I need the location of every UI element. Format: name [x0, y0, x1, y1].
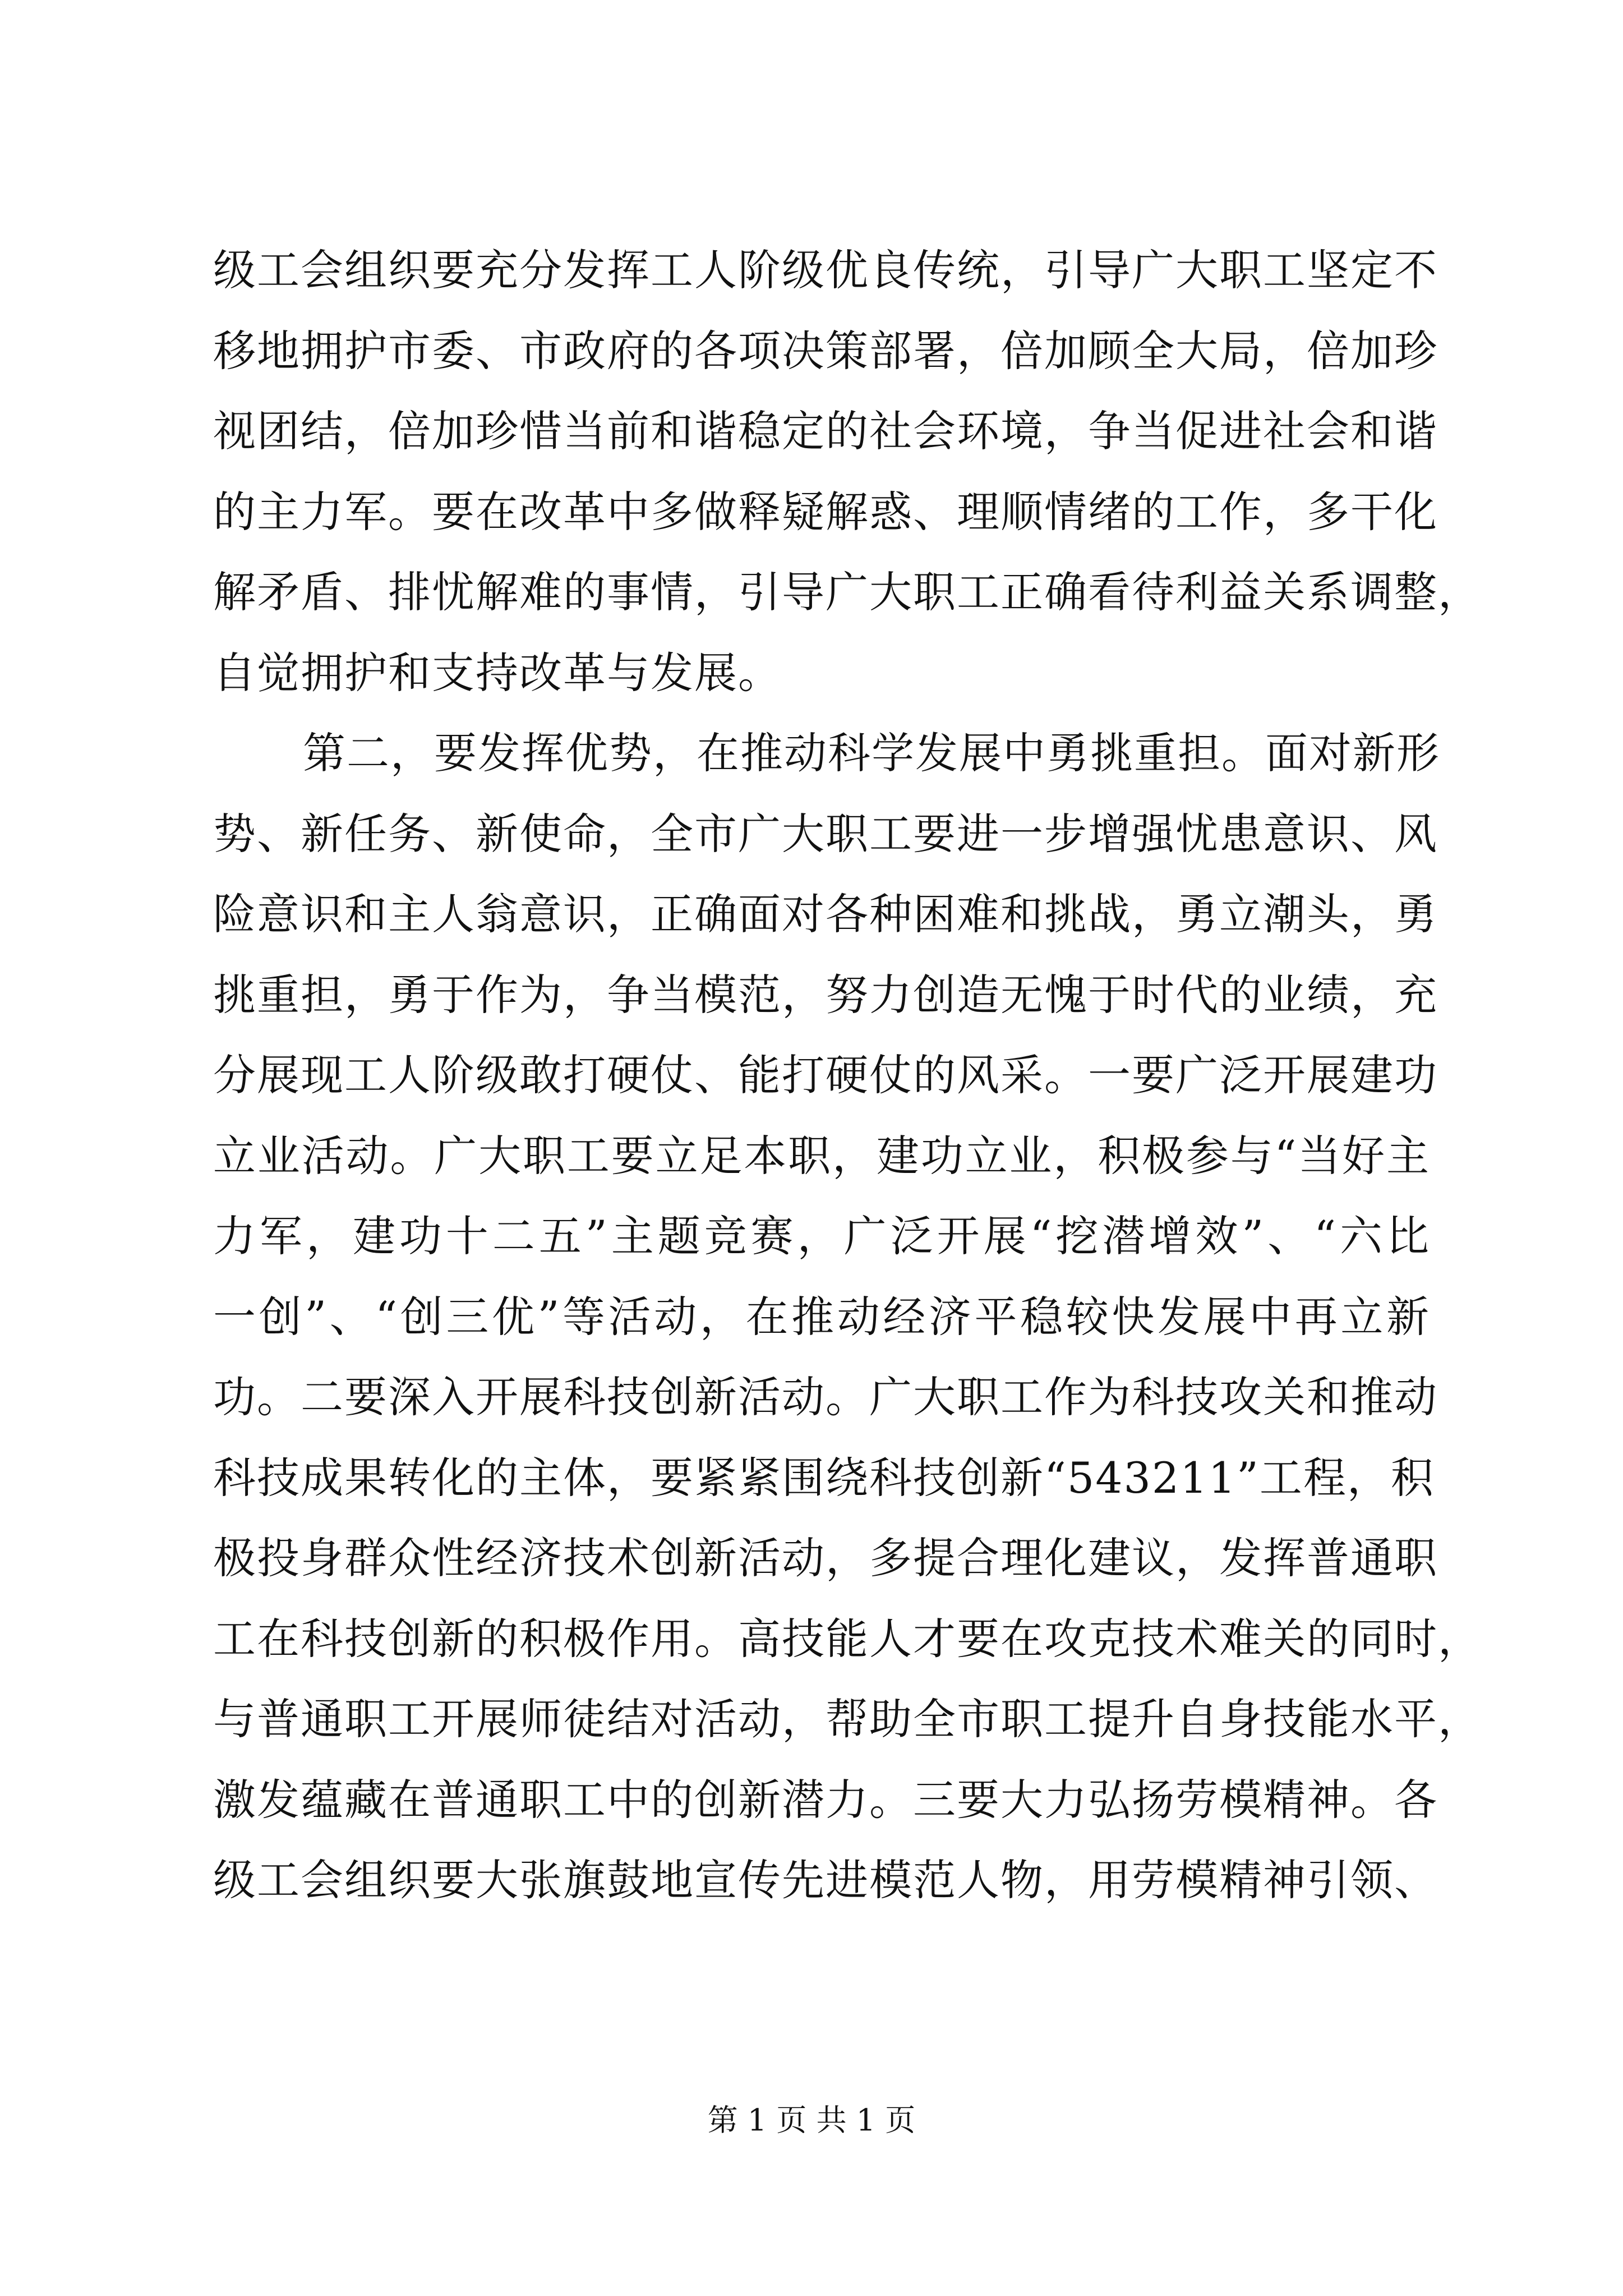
text-line: 一创”、“创三优”等活动，在推动经济平稳较快发展中再立新 — [213, 1291, 1430, 1342]
text-line: 势、新任务、新使命，全市广大职工要进一步增强忧患意识、风 — [213, 808, 1438, 859]
text-line: 移地拥护市委、市政府的各项决策部署，倍加顾全大局，倍加珍 — [213, 325, 1438, 376]
text-line: 激发蕴藏在普通职工中的创新潜力。三要大力弘扬劳模精神。各 — [213, 1774, 1438, 1825]
text-line: 级工会组织要大张旗鼓地宣传先进模范人物，用劳模精神引领、 — [213, 1855, 1438, 1905]
text-line: 与普通职工开展师徒结对活动，帮助全市职工提升自身技能水平， — [213, 1694, 1482, 1744]
text-line: 分展现工人阶级敢打硬仗、能打硬仗的风采。一要广泛开展建功 — [213, 1050, 1438, 1100]
document-body — [213, 230, 1482, 1921]
text-line: 立业活动。广大职工要立足本职，建功立业，积极参与“当好主 — [213, 1130, 1430, 1181]
text-line: 力军，建功十二五”主题竞赛，广泛开展“挖潜增效”、“六比 — [213, 1211, 1430, 1261]
text-line: 解矛盾、排忧解难的事情，引导广大职工正确看待利益关系调整， — [213, 567, 1482, 617]
text-line: 级工会组织要充分发挥工人阶级优良传统，引导广大职工坚定不 — [213, 245, 1438, 295]
text-line: 功。二要深入开展科技创新活动。广大职工作为科技攻关和推动 — [213, 1372, 1438, 1422]
text-line: 的主力军。要在改革中多做释疑解惑、理顺情绪的工作，多干化 — [213, 486, 1438, 537]
text-line: 挑重担，勇于作为，争当模范，努力创造无愧于时代的业绩，充 — [213, 969, 1438, 1020]
text-line: 第二，要发挥优势，在推动科学发展中勇挑重担。面对新形 — [303, 728, 1440, 778]
text-line: 工在科技创新的积极作用。高技能人才要在攻克技术难关的同时， — [213, 1613, 1482, 1664]
text-line: 科技成果转化的主体，要紧紧围绕科技创新“543211”工程，积 — [213, 1452, 1435, 1503]
text-line: 视团结，倍加珍惜当前和谐稳定的社会环境，争当促进社会和谐 — [213, 406, 1438, 456]
text-line: 险意识和主人翁意识，正确面对各种困难和挑战，勇立潮头，勇 — [213, 889, 1438, 939]
page-number-footer: 第 1 页 共 1 页 — [707, 2102, 916, 2138]
text-line: 极投身群众性经济技术创新活动，多提合理化建议，发挥普通职 — [213, 1533, 1438, 1583]
text-line: 自觉拥护和支持改革与发展。 — [213, 647, 782, 698]
